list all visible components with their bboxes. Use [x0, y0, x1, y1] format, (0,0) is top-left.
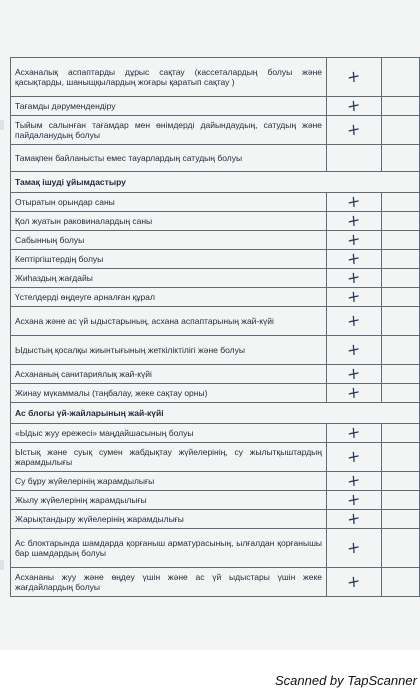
- handwritten-plus-mark: +: [346, 338, 362, 361]
- handwritten-plus-mark: +: [346, 309, 362, 332]
- section-row: [11, 172, 420, 193]
- check-cell: [327, 469, 382, 492]
- criterion-text: Тағамды дәрумендендіру: [11, 97, 327, 116]
- checklist-row: [11, 58, 420, 97]
- empty-cell: [382, 269, 420, 288]
- handwritten-plus-mark: +: [346, 118, 362, 141]
- handwritten-plus-mark: +: [346, 421, 362, 444]
- checklist-row: [11, 97, 420, 116]
- checklist-row: [11, 443, 420, 472]
- empty-cell: [382, 384, 420, 403]
- empty-cell: [382, 145, 420, 172]
- criterion-text: Асхана және ас үй ыдыстарының, асхана аспаптарының жай-күйі: [11, 307, 327, 336]
- check-cell: [327, 488, 382, 511]
- handwritten-plus-mark: +: [346, 247, 362, 270]
- handwritten-plus-mark: +: [346, 285, 362, 308]
- empty-cell: [382, 231, 420, 250]
- check-cell: [327, 307, 382, 336]
- handwritten-plus-mark: +: [346, 488, 362, 511]
- checklist-row: [11, 568, 420, 597]
- criterion-text: Қол жуатын раковиналардың саны: [11, 212, 327, 231]
- empty-cell: [382, 58, 420, 97]
- criterion-text: Жинау мүкаммалы (таңбалау, жеке сақтау орны): [11, 384, 327, 403]
- criterion-text: «Ыдыс жуу ережесі» маңдайшасының болуы: [11, 424, 327, 443]
- section-heading: Ас блогы үй-жайларының жай-күйі: [11, 403, 420, 424]
- criterion-text: Отыратын орындар саны: [11, 193, 327, 212]
- check-cell: [327, 529, 382, 568]
- empty-cell: [382, 250, 420, 269]
- criterion-text: Асхананың санитариялық жай-күйі: [11, 365, 327, 384]
- handwritten-plus-mark: +: [346, 469, 362, 492]
- check-cell: [327, 145, 382, 172]
- handwritten-plus-mark: +: [346, 94, 362, 117]
- criterion-text: Сабынның болуы: [11, 231, 327, 250]
- checklist-row: [11, 424, 420, 443]
- checklist-row: [11, 510, 420, 529]
- handwritten-plus-mark: +: [346, 228, 362, 251]
- checklist-body: [11, 58, 420, 597]
- section-heading: Тамақ ішуді ұйымдастыру: [11, 172, 420, 193]
- check-cell: [327, 266, 382, 289]
- empty-cell: [382, 193, 420, 212]
- criterion-text: Кептіргіштердің болуы: [11, 250, 327, 269]
- checklist-row: [11, 384, 420, 403]
- check-cell: [327, 336, 382, 365]
- check-cell: [327, 443, 382, 472]
- check-cell: [327, 247, 382, 270]
- empty-cell: [382, 443, 420, 472]
- handwritten-plus-mark: +: [346, 381, 362, 404]
- empty-cell: [382, 336, 420, 365]
- checklist-row: [11, 336, 420, 365]
- criterion-text: Ыдыстың қосалқы жиынтығының жеткіліктілігі және болуы: [11, 336, 327, 365]
- criterion-text: Жылу жүйелерінің жарамдылығы: [11, 491, 327, 510]
- empty-cell: [382, 307, 420, 336]
- handwritten-plus-mark: +: [346, 190, 362, 213]
- handwritten-plus-mark: +: [346, 65, 362, 88]
- check-cell: [327, 568, 382, 597]
- handwritten-plus-mark: +: [346, 536, 362, 559]
- check-cell: [327, 421, 382, 444]
- check-cell: [327, 94, 382, 117]
- checklist-row: [11, 307, 420, 336]
- criterion-text: Су бұру жүйелерінің жарамдылығы: [11, 472, 327, 491]
- section-row: [11, 403, 420, 424]
- empty-cell: [382, 424, 420, 443]
- empty-cell: [382, 365, 420, 384]
- check-cell: [327, 381, 382, 404]
- punch-hole-mark: [0, 120, 4, 130]
- handwritten-plus-mark: +: [346, 445, 362, 468]
- criterion-text: Тамақпен байланысты емес тауарлардың сатудың болуы: [11, 145, 327, 172]
- checklist-row: [11, 145, 420, 172]
- criterion-text: Асхананы жуу және өңдеу үшін және ас үй ыдыстары үшін жеке жағдайлардың болуы: [11, 568, 327, 597]
- criterion-text: Жиһаздың жағдайы: [11, 269, 327, 288]
- criterion-text: Ыстық және суық сумен жабдықтау жүйелерінің, су жылытқыштардың жарамдылығы: [11, 443, 327, 472]
- handwritten-plus-mark: +: [346, 570, 362, 593]
- check-cell: [327, 116, 382, 145]
- scanner-watermark: Scanned by TapScanner: [275, 673, 417, 688]
- empty-cell: [382, 472, 420, 491]
- criterion-text: Жарықтандыру жүйелерінің жарамдылығы: [11, 510, 327, 529]
- handwritten-plus-mark: +: [346, 209, 362, 232]
- checklist-table: [10, 57, 420, 597]
- empty-cell: [382, 97, 420, 116]
- criterion-text: Асханалық аспаптарды дұрыс сақтау (кассеталардың болуы және қасықтарды, шаныщқылардың жоғары қаратып сақтау ): [11, 58, 327, 97]
- empty-cell: [382, 568, 420, 597]
- check-cell: [327, 190, 382, 213]
- check-cell: [327, 362, 382, 385]
- empty-cell: [382, 116, 420, 145]
- empty-cell: [382, 510, 420, 529]
- check-cell: [327, 285, 382, 308]
- empty-cell: [382, 491, 420, 510]
- checklist-row: [11, 529, 420, 568]
- criterion-text: Тыйым салынған тағамдар мен өнімдерді дайындаудың, сатудың және пайдаланудың болуы: [11, 116, 327, 145]
- empty-cell: [382, 288, 420, 307]
- check-cell: [327, 209, 382, 232]
- check-cell: [327, 58, 382, 97]
- checklist-row: [11, 288, 420, 307]
- criterion-text: Ас блоктарында шамдарда қорғаныш арматурасының, ылғалдан қорғанышы бар шамдардың болуы: [11, 529, 327, 568]
- handwritten-plus-mark: +: [346, 362, 362, 385]
- checklist-row: [11, 116, 420, 145]
- handwritten-plus-mark: +: [346, 507, 362, 530]
- handwritten-plus-mark: +: [346, 266, 362, 289]
- empty-cell: [382, 529, 420, 568]
- criterion-text: Үстелдерді өңдеуге арналған құрал: [11, 288, 327, 307]
- empty-cell: [382, 212, 420, 231]
- punch-hole-mark: [0, 560, 4, 570]
- check-cell: [327, 228, 382, 251]
- check-cell: [327, 507, 382, 530]
